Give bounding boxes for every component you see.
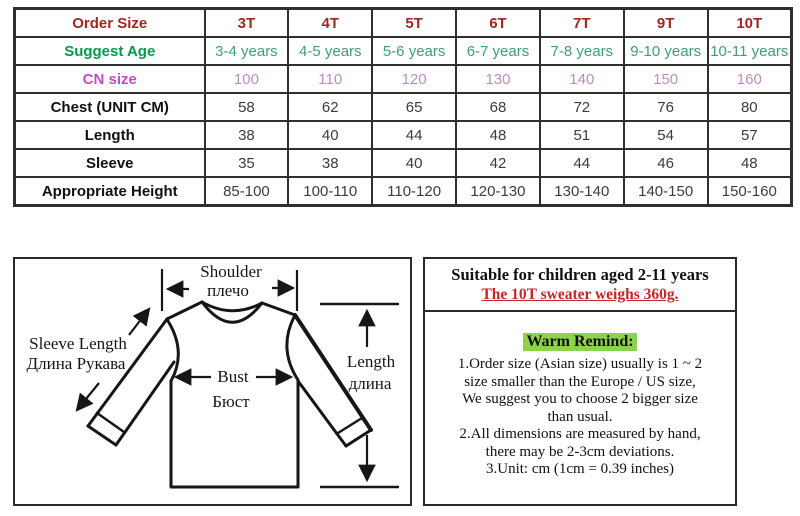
cell-length-5: 54 [624, 121, 708, 149]
right-sleeve-outer [295, 315, 371, 430]
cell-age-1: 4-5 years [288, 37, 372, 65]
cell-cn-2: 120 [372, 65, 456, 93]
cell-sleeve-1: 38 [288, 149, 372, 177]
table-row-height [15, 177, 792, 206]
cell-sleeve-6: 48 [708, 149, 792, 177]
cell-chest-3: 68 [456, 93, 540, 121]
cell-height-0: 85-100 [205, 177, 289, 206]
right-cuff-line [338, 418, 362, 433]
sweater-diagram [15, 259, 410, 504]
cell-sleeve-2: 40 [372, 149, 456, 177]
table-row-length [15, 121, 792, 149]
cell-cn-3: 130 [456, 65, 540, 93]
suitability-title: Suitable for children aged 2-11 years [451, 265, 709, 284]
table-row-sleeve [15, 149, 792, 177]
cell-sleeve-4: 44 [540, 149, 624, 177]
table-row-chest [15, 93, 792, 121]
bust-label-en: Bust [217, 367, 249, 386]
weight-note: The 10T sweater weighs 360g. [481, 286, 679, 303]
remind-lines [425, 356, 735, 479]
cell-chest-1: 62 [288, 93, 372, 121]
cell-age-5: 9-10 years [624, 37, 708, 65]
cell-length-3: 48 [456, 121, 540, 149]
row-header-length: Length [15, 121, 205, 149]
cell-chest-0: 58 [205, 93, 289, 121]
size-table [13, 7, 793, 207]
cell-order-4: 7T [540, 9, 624, 38]
left-cuff-line [97, 413, 124, 432]
remind-line-7: 3.Unit: cm (1cm = 0.39 inches) [485, 461, 674, 477]
cell-length-4: 51 [540, 121, 624, 149]
cell-sleeve-0: 35 [205, 149, 289, 177]
cell-length-6: 57 [708, 121, 792, 149]
cell-order-1: 4T [288, 9, 372, 38]
sweater-diagram-box [13, 257, 412, 506]
cell-length-1: 40 [288, 121, 372, 149]
row-header-cn: CN size [15, 65, 205, 93]
left-armhole [168, 321, 178, 381]
cell-order-5: 9T [624, 9, 708, 38]
warm-remind-label: Warm Remind: [523, 333, 636, 351]
table-row-age [15, 37, 792, 65]
cell-cn-6: 160 [708, 65, 792, 93]
right-sleeve-inner [298, 381, 346, 446]
cell-cn-4: 140 [540, 65, 624, 93]
cell-height-4: 130-140 [540, 177, 624, 206]
cell-chest-5: 76 [624, 93, 708, 121]
cell-cn-1: 110 [288, 65, 372, 93]
length-label-ru: длина [348, 374, 392, 393]
remind-line-1: 1.Order size (Asian size) usually is 1 ~ 2 [457, 356, 703, 372]
cell-cn-5: 150 [624, 65, 708, 93]
cell-chest-2: 65 [372, 93, 456, 121]
sleeve-length-label-en: Sleeve Length [29, 334, 127, 353]
collar-inner-curve [202, 302, 262, 311]
remind-line-4: than usual. [547, 408, 613, 425]
sleeve-arrow-up-icon [129, 309, 149, 335]
cell-order-6: 10T [708, 9, 792, 38]
row-header-order: Order Size [15, 9, 205, 38]
cell-length-2: 44 [372, 121, 456, 149]
cell-length-0: 38 [205, 121, 289, 149]
info-panel [423, 257, 737, 506]
table-row-order [15, 9, 792, 38]
info-panel-body [425, 312, 735, 479]
length-label-en: Length [346, 352, 396, 371]
cell-height-3: 120-130 [456, 177, 540, 206]
cell-height-2: 110-120 [372, 177, 456, 206]
cell-height-5: 140-150 [624, 177, 708, 206]
cell-age-4: 7-8 years [540, 37, 624, 65]
shoulder-label-en: Shoulder [200, 262, 262, 281]
cell-chest-6: 80 [708, 93, 792, 121]
row-header-sleeve: Sleeve [15, 149, 205, 177]
right-armhole [287, 317, 298, 380]
cell-chest-4: 72 [540, 93, 624, 121]
cell-age-6: 10-11 years [708, 37, 792, 65]
cell-height-1: 100-110 [288, 177, 372, 206]
bust-label-ru: Бюст [212, 392, 250, 411]
cell-order-0: 3T [205, 9, 289, 38]
remind-line-2: size smaller than the Europe / US size, [464, 373, 696, 390]
row-header-age: Suggest Age [15, 37, 205, 65]
sleeve-length-label-ru: Длина Рукава [26, 354, 126, 373]
cell-sleeve-3: 42 [456, 149, 540, 177]
cell-order-2: 5T [372, 9, 456, 38]
cell-height-6: 150-160 [708, 177, 792, 206]
row-header-height: Appropriate Height [15, 177, 205, 206]
cell-age-0: 3-4 years [205, 37, 289, 65]
cell-order-3: 6T [456, 9, 540, 38]
info-panel-header [425, 259, 735, 312]
cell-age-3: 6-7 years [456, 37, 540, 65]
cell-cn-0: 100 [205, 65, 289, 93]
remind-line-6: there may be 2-3cm deviations. [485, 443, 675, 460]
table-row-cn [15, 65, 792, 93]
remind-line-3: We suggest you to choose 2 bigger size [462, 391, 698, 407]
remind-line-5: 2.All dimensions are measured by hand, [459, 426, 701, 442]
row-header-chest: Chest (UNIT CM) [15, 93, 205, 121]
cell-age-2: 5-6 years [372, 37, 456, 65]
sleeve-arrow-down-icon [77, 383, 99, 410]
size-table-body [15, 9, 792, 206]
cell-sleeve-5: 46 [624, 149, 708, 177]
shoulder-label-ru: плечо [207, 281, 249, 300]
